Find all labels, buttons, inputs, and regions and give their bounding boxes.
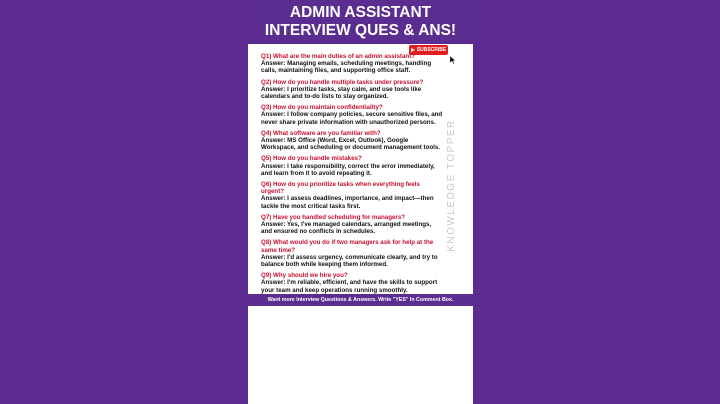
qa-item (261, 53, 443, 75)
watermark-text: KNOWLEDGE TOPPER (445, 118, 457, 252)
watermark (444, 120, 458, 250)
qa-item (261, 104, 443, 126)
qa-list (261, 53, 443, 298)
question: Q2) How do you handle multiple tasks under pressure? (261, 78, 424, 86)
answer: Answer: I prioritize tasks, stay calm, and use tools like calendars and to-do lists to stay organized. (261, 85, 422, 101)
title-line-1: ADMIN ASSISTANT (289, 4, 432, 21)
qa-card (248, 0, 473, 404)
footer-text: Want more Interview Questions & Answers. Write "YES" In Comment Box. (267, 297, 454, 303)
question: Q1) What are the main duties of an admin assistant? (261, 53, 416, 60)
question: Q7) Have you handled scheduling for managers? (261, 213, 406, 221)
question: Q8) What would you do if two managers ask for help at the same time? (261, 239, 434, 254)
answer: Answer: MS Office (Word, Excel, Outlook), Google Workspace, and scheduling or document management tools. (261, 137, 441, 152)
title-line-2: INTERVIEW QUES & ANS! (264, 22, 457, 39)
answer: Answer: I take responsibility, correct the error immediately, and learn from it to avoid repeating it. (261, 162, 435, 177)
answer: Answer: I follow company policies, secure sensitive files, and never share private information with unauthorized persons. (261, 111, 443, 126)
title-banner (248, 0, 473, 44)
footer-banner (248, 294, 473, 306)
qa-item (261, 181, 443, 210)
question: Q6) How do you prioritize tasks when everything feels urgent? (261, 181, 420, 196)
play-icon (411, 48, 415, 52)
qa-item (261, 155, 443, 177)
question: Q3) How do you maintain confidentiality? (261, 104, 383, 112)
answer: Answer: I'm reliable, efficient, and have the skills to support your team and keep operations running smoothly. (261, 279, 438, 294)
right-background (473, 0, 720, 404)
qa-item (261, 79, 443, 101)
answer: Answer: I'd assess urgency, communicate clearly, and try to balance both while keeping them informed. (261, 253, 438, 269)
qa-item (261, 130, 443, 152)
qa-item (261, 214, 443, 236)
answer: Answer: Managing emails, scheduling meetings, handling calls, maintaining files, and supporting office staff. (261, 60, 432, 75)
answer: Answer: Yes, I've managed calendars, arranged meetings, and ensured no conflicts in schedules. (261, 221, 432, 236)
question: Q5) How do you handle mistakes? (261, 155, 362, 163)
question: Q4) What software are you familiar with? (261, 129, 381, 137)
qa-item (261, 239, 443, 268)
subscribe-label: SUBSCRIBE (416, 47, 447, 53)
cursor-icon (450, 56, 456, 64)
question: Q9) Why should we hire you? (261, 272, 348, 280)
qa-item (261, 272, 443, 294)
left-background (0, 0, 248, 404)
answer: Answer: I assess deadlines, importance, and impact—then tackle the most critical tasks first. (261, 195, 434, 210)
